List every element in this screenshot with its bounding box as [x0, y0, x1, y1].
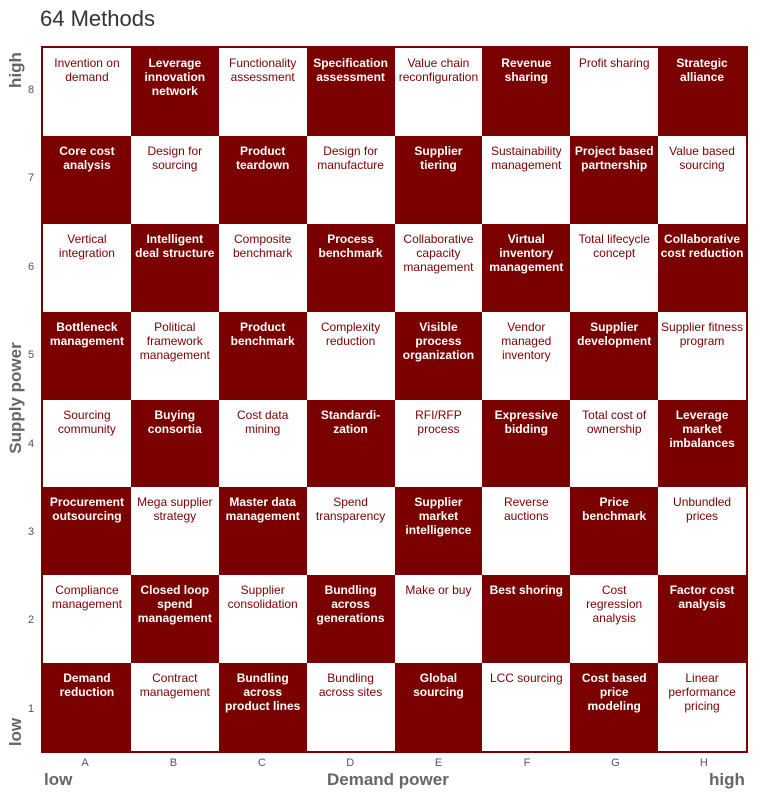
column-label: F	[523, 757, 531, 769]
method-cell: Linear performance pricing	[658, 663, 746, 751]
method-cell: Virtual inventory management	[482, 224, 570, 312]
method-cell: Best shoring	[482, 575, 570, 663]
method-cell: Cost based price modeling	[570, 663, 658, 751]
column-label: C	[257, 757, 266, 769]
method-cell: Intelligent deal structure	[131, 224, 219, 312]
method-cell: Profit sharing	[570, 48, 658, 136]
row-label: 4	[27, 437, 35, 450]
row-label: 2	[27, 614, 35, 627]
method-cell: Invention on demand	[43, 48, 131, 136]
method-cell: Contract management	[131, 663, 219, 751]
column-label: E	[434, 757, 443, 769]
method-cell: Vendor managed inventory	[482, 312, 570, 400]
method-cell: Vertical integration	[43, 224, 131, 312]
method-cell: Sustainability management	[482, 136, 570, 224]
x-axis-low-label: low	[44, 770, 73, 789]
method-cell: Leverage market imbalances	[658, 400, 746, 488]
method-cell: Collaborative capacity management	[395, 224, 483, 312]
method-cell: Expressive bidding	[482, 400, 570, 488]
method-cell: Reverse auctions	[482, 487, 570, 575]
method-cell: Value chain reconfiguration	[395, 48, 483, 136]
y-axis-high-label: high	[6, 52, 25, 88]
page-title: 64 Methods	[40, 6, 155, 31]
method-cell: Sourcing community	[43, 400, 131, 488]
row-label: 3	[27, 526, 35, 538]
method-cell: Make or buy	[395, 575, 483, 663]
column-label: A	[81, 757, 89, 769]
method-cell: Mega supplier strategy	[131, 487, 219, 575]
method-cell: Bottleneck management	[43, 312, 131, 400]
x-axis-high-label: high	[709, 770, 745, 789]
method-cell: Master data management	[219, 487, 307, 575]
method-cell: Cost data mining	[219, 400, 307, 488]
method-cell: Political framework management	[131, 312, 219, 400]
method-cell: Spend transparency	[307, 487, 395, 575]
method-cell: Project based partnership	[570, 136, 658, 224]
row-label: 6	[27, 260, 35, 273]
row-label: 7	[27, 172, 35, 185]
method-cell: Total cost of ownership	[570, 400, 658, 488]
method-cell: Visible process organization	[395, 312, 483, 400]
method-cell: Bundling across generations	[307, 575, 395, 663]
method-cell: Product benchmark	[219, 312, 307, 400]
method-cell: Composite benchmark	[219, 224, 307, 312]
method-cell: Supplier development	[570, 312, 658, 400]
methods-matrix	[41, 46, 748, 753]
method-cell: Core cost analysis	[43, 136, 131, 224]
row-label: 8	[27, 84, 35, 96]
method-cell: Bundling across product lines	[219, 663, 307, 751]
method-cell: Supplier fitness program	[658, 312, 746, 400]
method-cell: Global sourcing	[395, 663, 483, 751]
x-axis-title: Demand power	[327, 770, 449, 789]
method-cell: Bundling across sites	[307, 663, 395, 751]
column-label: H	[699, 757, 708, 769]
row-label: 5	[27, 349, 35, 362]
method-cell: Specification assessment	[307, 48, 395, 136]
method-cell: Process benchmark	[307, 224, 395, 312]
method-cell: Product teardown	[219, 136, 307, 224]
y-axis-title: Supply power	[6, 342, 25, 454]
method-cell: Design for sourcing	[131, 136, 219, 224]
method-cell: Cost regression analysis	[570, 575, 658, 663]
column-label: B	[169, 757, 178, 769]
row-label: 1	[27, 702, 35, 715]
method-cell: Total lifecycle concept	[570, 224, 658, 312]
method-cell: Procurement outsourcing	[43, 487, 131, 575]
y-axis-low-label: low	[6, 717, 25, 747]
column-label: G	[611, 757, 620, 769]
method-cell: Supplier market intelligence	[395, 487, 483, 575]
method-cell: Price benchmark	[570, 487, 658, 575]
method-cell: Revenue sharing	[482, 48, 570, 136]
method-cell: LCC sourcing	[482, 663, 570, 751]
method-cell: Complexity reduction	[307, 312, 395, 400]
method-cell: Unbundled prices	[658, 487, 746, 575]
method-cell: Functionality assessment	[219, 48, 307, 136]
method-cell: Collaborative cost reduction	[658, 224, 746, 312]
method-cell: Buying consortia	[131, 400, 219, 488]
method-cell: Factor cost analysis	[658, 575, 746, 663]
method-cell: Strategic alliance	[658, 48, 746, 136]
method-cell: Demand reduction	[43, 663, 131, 751]
method-cell: Compliance management	[43, 575, 131, 663]
method-cell: Value based sourcing	[658, 136, 746, 224]
method-cell: Design for manufacture	[307, 136, 395, 224]
column-label: D	[346, 757, 355, 769]
method-cell: Supplier consolidation	[219, 575, 307, 663]
method-cell: Standardi-zation	[307, 400, 395, 488]
method-cell: Leverage innovation network	[131, 48, 219, 136]
method-cell: RFI/RFP process	[395, 400, 483, 488]
method-cell: Closed loop spend management	[131, 575, 219, 663]
method-cell: Supplier tiering	[395, 136, 483, 224]
